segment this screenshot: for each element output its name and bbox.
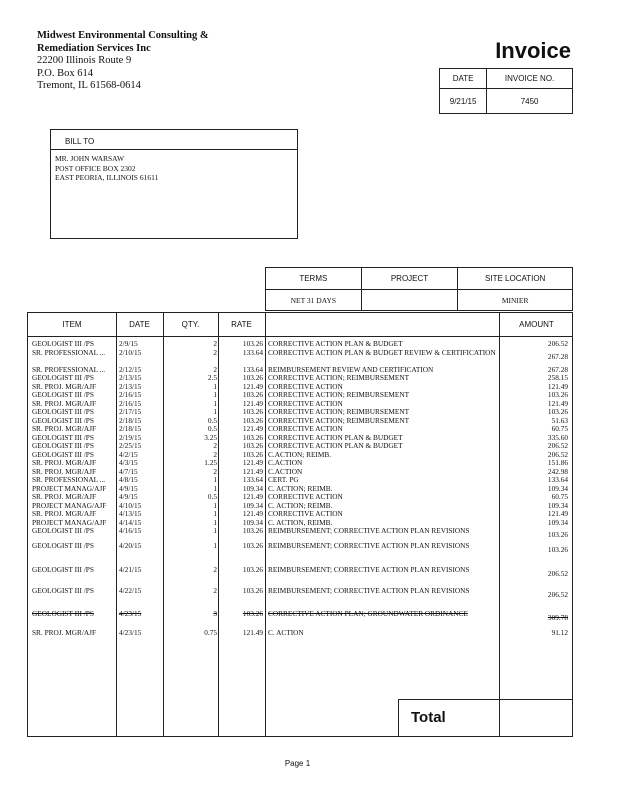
row-desc: CORRECTIVE ACTION; REIMBURSEMENT (268, 374, 410, 382)
row-amount: 242.98 (547, 467, 568, 476)
row-rate: 121.49 (242, 629, 263, 637)
row-rate: 121.49 (242, 382, 263, 391)
total-box (398, 699, 573, 737)
row-rate: 103.26 (242, 340, 263, 348)
table-row (28, 340, 574, 349)
row-date: 4/9/15 (119, 493, 138, 501)
row-rate: 103.26 (242, 527, 263, 535)
row-rate: 103.26 (242, 542, 263, 550)
row-date: 2/13/15 (119, 374, 142, 382)
row-amount: 258.15 (547, 374, 568, 382)
qty-column-header: QTY. (181, 320, 200, 329)
row-qty: 2 (213, 340, 217, 348)
row-rate: 109.34 (242, 518, 263, 527)
row-rate: 103.26 (242, 450, 263, 459)
row-amount: 267.28 (547, 365, 568, 374)
row-amount: 206.52 (547, 442, 568, 450)
row-rate: 121.49 (242, 425, 263, 433)
row-date: 2/25/15 (119, 442, 142, 450)
company-address-line3: Tremont, IL 61568-0614 (37, 80, 141, 91)
row-qty: 1 (213, 527, 217, 535)
row-amount: 109.34 (547, 518, 568, 527)
row-item: GEOLOGIST III /PS (32, 566, 94, 574)
row-desc: C.ACTION; REIMB. (268, 450, 332, 459)
date-column-header: DATE (129, 320, 150, 329)
row-item: GEOLOGIST III /PS (32, 527, 94, 535)
row-rate: 121.49 (242, 399, 263, 408)
company-address-line2: P.O. Box 614 (37, 67, 94, 79)
row-date: 2/12/15 (119, 365, 142, 374)
row-item: PROJECT MANAG/AJF (32, 518, 107, 527)
row-qty: 1 (213, 518, 217, 527)
table-row (28, 542, 574, 560)
row-qty: 1 (213, 542, 217, 550)
row-qty: 1 (213, 399, 217, 408)
row-amount: 335.60 (547, 433, 568, 442)
row-date: 2/16/15 (119, 391, 142, 399)
row-amount: 151.86 (547, 459, 568, 467)
row-qty: 2 (213, 587, 217, 595)
row-item: GEOLOGIST III /PS (32, 542, 94, 550)
row-amount: 121.49 (547, 510, 568, 518)
row-desc: CERT. PG (268, 476, 299, 484)
row-rate: 103.26 (242, 408, 263, 416)
bill-to-header: BILL TO (51, 130, 297, 150)
row-amount: 133.64 (547, 476, 568, 484)
invoice-number-header: INVOICE NO. (487, 69, 573, 89)
company-name-line1: Midwest Environmental Consulting & (37, 30, 209, 41)
row-rate: 103.26 (242, 433, 263, 442)
line-items-table (27, 312, 573, 737)
row-desc: REIMBURSEMENT; CORRECTIVE ACTION PLAN REVISIONS (268, 527, 470, 535)
invoice-title: Invoice (495, 38, 571, 63)
row-qty: 2 (213, 442, 217, 450)
row-date: 4/10/15 (119, 501, 142, 510)
row-desc: C. ACTION; REIMB. (268, 501, 333, 510)
row-rate: 103.26 (242, 442, 263, 450)
row-rate: 133.64 (242, 349, 263, 357)
row-desc: CORRECTIVE ACTION; REIMBURSEMENT (268, 416, 410, 425)
site-location-header: SITE LOCATION (458, 268, 573, 290)
row-item: SR. PROFESSIONAL ... (32, 365, 106, 374)
row-amount: 309.78 (547, 614, 568, 622)
row-qty: 2 (213, 365, 217, 374)
row-qty: 1 (213, 484, 217, 493)
row-rate: 133.64 (242, 476, 263, 484)
row-item: GEOLOGIST III /PS (32, 374, 94, 382)
bill-to-box (50, 129, 298, 239)
row-amount: 121.49 (547, 382, 568, 391)
row-date: 2/16/15 (119, 399, 142, 408)
row-qty: 2 (213, 467, 217, 476)
row-item: SR. PROJ. MGR/AJF (32, 467, 97, 476)
row-date: 4/21/15 (119, 566, 142, 574)
row-qty: 2.5 (207, 374, 217, 382)
row-amount: 60.75 (551, 425, 568, 433)
row-amount: 267.28 (547, 353, 568, 361)
row-desc: CORRECTIVE ACTION (268, 425, 343, 433)
row-amount: 109.34 (547, 501, 568, 510)
row-desc: REIMBURSEMENT; CORRECTIVE ACTION PLAN REVISIONS (268, 566, 470, 574)
row-desc: CORRECTIVE ACTION PLAN & BUDGET (268, 442, 403, 450)
row-qty: 3 (213, 610, 217, 618)
row-qty: 0.5 (207, 416, 217, 425)
row-item: GEOLOGIST III /PS (32, 442, 94, 450)
row-desc: REIMBURSEMENT; CORRECTIVE ACTION PLAN REVISIONS (268, 542, 470, 550)
page-number: Page 1 (284, 759, 311, 768)
row-date: 4/16/15 (119, 527, 142, 535)
row-qty: 2 (213, 349, 217, 357)
row-item: PROJECT MANAG/AJF (32, 501, 107, 510)
bill-to-line3: EAST PEORIA, ILLINOIS 61611 (55, 173, 159, 182)
row-date: 2/17/15 (119, 408, 142, 416)
total-label: Total (411, 709, 446, 726)
row-amount: 103.26 (547, 408, 568, 416)
item-column-header: ITEM (62, 320, 82, 329)
table-row (28, 587, 574, 605)
row-item: SR. PROFESSIONAL ... (32, 476, 106, 484)
row-item: SR. PROJ. MGR/AJF (32, 493, 97, 501)
company-name-line2: Remediation Services Inc (37, 42, 151, 54)
row-item: SR. PROJ. MGR/AJF (32, 399, 97, 408)
row-item: SR. PROJ. MGR/AJF (32, 459, 97, 467)
row-rate: 103.26 (242, 416, 263, 425)
table-row (28, 566, 574, 584)
row-qty: 1 (213, 382, 217, 391)
row-qty: 3.25 (204, 433, 217, 442)
invoice-number: 7450 (487, 89, 573, 114)
row-item: GEOLOGIST III /PS (32, 408, 94, 416)
row-desc: CORRECTIVE ACTION; REIMBURSEMENT (268, 408, 410, 416)
row-desc: CORRECTIVE ACTION PLAN & BUDGET (268, 340, 403, 348)
terms-table (265, 267, 573, 311)
row-item: SR. PROJ. MGR/AJF (32, 629, 97, 637)
row-date: 4/23/15 (119, 610, 142, 618)
row-item: GEOLOGIST III /PS (32, 610, 94, 618)
row-rate: 109.34 (242, 501, 263, 510)
row-date: 4/7/15 (119, 467, 138, 476)
row-date: 4/20/15 (119, 542, 142, 550)
row-desc: C. ACTION; REIMB. (268, 484, 333, 493)
row-date: 4/13/15 (119, 510, 142, 518)
row-item: SR. PROJ. MGR/AJF (32, 382, 97, 391)
row-qty: 1.25 (204, 459, 217, 467)
row-rate: 103.26 (242, 610, 263, 618)
row-amount: 103.26 (547, 531, 568, 539)
row-desc: CORRECTIVE ACTION PLAN & BUDGET REVIEW & CERTIFICATION (268, 349, 496, 357)
row-date: 2/19/15 (119, 433, 142, 442)
row-amount: 206.52 (547, 340, 568, 348)
row-desc: C.ACTION (268, 467, 303, 476)
row-rate: 103.26 (242, 391, 263, 399)
row-rate: 103.26 (242, 566, 263, 574)
project-header: PROJECT (361, 268, 458, 290)
row-item: GEOLOGIST III /PS (32, 391, 94, 399)
row-amount: 121.49 (547, 399, 568, 408)
row-date: 2/18/15 (119, 416, 142, 425)
table-row (28, 349, 574, 367)
row-desc: C. ACTION (268, 629, 304, 637)
row-rate: 133.64 (242, 365, 263, 374)
row-date: 4/3/15 (119, 459, 138, 467)
row-date: 4/9/15 (119, 484, 138, 493)
row-item: SR. PROFESSIONAL ... (32, 349, 106, 357)
row-desc: REIMBURSEMENT; CORRECTIVE ACTION PLAN REVISIONS (268, 587, 470, 595)
row-desc: CORRECTIVE ACTION PLAN; GROUNDWATER ORDINANCE (268, 610, 468, 618)
row-item: PROJECT MANAG/AJF (32, 484, 107, 493)
row-qty: 1 (213, 408, 217, 416)
row-amount: 103.26 (547, 546, 568, 554)
row-qty: 0.5 (207, 425, 217, 433)
row-item: GEOLOGIST III /PS (32, 450, 94, 459)
row-desc: REIMBURSEMENT REVIEW AND CERTIFICATION (268, 365, 434, 374)
row-amount: 103.26 (547, 391, 568, 399)
row-qty: 0.5 (207, 493, 217, 501)
table-row (28, 610, 574, 628)
row-rate: 121.49 (242, 467, 263, 476)
row-amount: 109.34 (547, 484, 568, 493)
row-qty: 2 (213, 450, 217, 459)
row-qty: 2 (213, 566, 217, 574)
row-rate: 109.34 (242, 484, 263, 493)
row-amount: 206.52 (547, 450, 568, 459)
row-qty: 1 (213, 391, 217, 399)
row-rate: 103.26 (242, 587, 263, 595)
rate-column-header: RATE (231, 320, 252, 329)
company-address-line1: 22200 Illinois Route 9 (37, 55, 132, 66)
row-desc: CORRECTIVE ACTION (268, 510, 343, 518)
row-date: 2/9/15 (119, 340, 138, 348)
row-date: 2/18/15 (119, 425, 142, 433)
invoice-date: 9/21/15 (440, 89, 487, 114)
row-desc: CORRECTIVE ACTION; REIMBURSEMENT (268, 391, 410, 399)
row-date: 4/22/15 (119, 587, 142, 595)
row-item: GEOLOGIST III /PS (32, 416, 94, 425)
row-qty: 1 (213, 476, 217, 484)
row-desc: CORRECTIVE ACTION (268, 382, 343, 391)
row-date: 4/14/15 (119, 518, 142, 527)
row-rate: 121.49 (242, 493, 263, 501)
project-value (361, 290, 458, 311)
company-block (37, 30, 257, 93)
row-desc: CORRECTIVE ACTION (268, 399, 343, 408)
terms-header: TERMS (266, 268, 362, 290)
row-date: 4/2/15 (119, 450, 138, 459)
date-header: DATE (440, 69, 487, 89)
row-rate: 121.49 (242, 459, 263, 467)
row-desc: C.ACTION (268, 459, 303, 467)
invoice-date-number-table (439, 68, 573, 114)
row-item: GEOLOGIST III /PS (32, 433, 94, 442)
row-qty: 1 (213, 510, 217, 518)
row-amount: 206.52 (547, 570, 568, 578)
row-qty: 1 (213, 501, 217, 510)
row-date: 4/23/15 (119, 629, 142, 637)
row-date: 2/13/15 (119, 382, 142, 391)
row-amount: 91.12 (551, 629, 568, 637)
row-item: GEOLOGIST III /PS (32, 340, 94, 348)
row-item: SR. PROJ. MGR/AJF (32, 510, 97, 518)
row-rate: 121.49 (242, 510, 263, 518)
bill-to-line1: MR. JOHN WARSAW (55, 154, 125, 163)
row-amount: 60.75 (551, 493, 568, 501)
row-desc: CORRECTIVE ACTION (268, 493, 343, 501)
row-rate: 103.26 (242, 374, 263, 382)
row-item: GEOLOGIST III /PS (32, 587, 94, 595)
bill-to-line2: POST OFFICE BOX 2302 (55, 163, 136, 173)
table-row (28, 629, 574, 638)
row-qty: 0.75 (204, 629, 217, 637)
terms-value: NET 31 DAYS (266, 290, 362, 311)
row-amount: 51.63 (551, 416, 568, 425)
row-item: SR. PROJ. MGR/AJF (32, 425, 97, 433)
row-desc: CORRECTIVE ACTION PLAN & BUDGET (268, 433, 403, 442)
row-amount: 206.52 (547, 591, 568, 599)
site-location-value: MINIER (458, 290, 573, 311)
row-desc: C. ACTION, REIMB. (268, 518, 333, 527)
amount-column-header: AMOUNT (519, 320, 554, 329)
row-date: 2/10/15 (119, 349, 142, 357)
row-date: 4/8/15 (119, 476, 138, 484)
